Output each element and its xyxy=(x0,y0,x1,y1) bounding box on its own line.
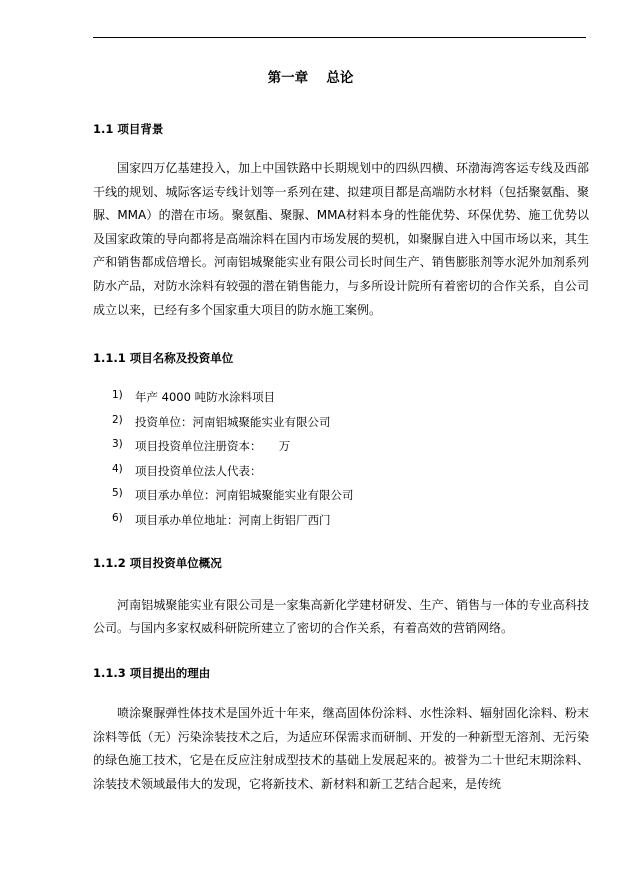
list-number: 2) xyxy=(112,413,123,426)
company-overview-paragraph: 河南铝城聚能实业有限公司是一家集高新化学建材研发、生产、销售与一体的专业高科技公司。与国内多家权威科研院所建立了密切的合作关系，有着高效的营销网络。 xyxy=(93,598,589,635)
section-heading-1-1-1: 1.1.1 项目名称及投资单位 xyxy=(93,351,234,365)
list-number: 4) xyxy=(112,462,123,475)
list-item xyxy=(112,438,354,463)
list-item xyxy=(112,463,354,488)
rationale-paragraph: 喷涂聚脲弹性体技术是国外近十年来，继高固体份涂料、水性涂料、辐射固化涂料、粉末涂料等低（无）污染涂装技术之后，为适应环保需求而研制、开发的一种新型无溶剂、无污染的绿色施工技术，它是在反应注射成型技术的基础上发展起来的。被誉为二十世纪末期涂料、涂装技术领域最伟大的发现，它将新技术、新材料和新工艺结合起来，是传统 xyxy=(93,706,589,791)
list-text: 项目投资单位注册资本： 万 xyxy=(135,439,291,454)
project-info-list xyxy=(112,389,354,537)
background-paragraph: 国家四万亿基建投入，加上中国铁路中长期规划中的四纵四横、环渤海湾客运专线及西部干线的规划、城际客运专线计划等一系列在建、拟建项目都是高端防水材料（包括聚氨酯、聚脲、MMA）的潜在市场。聚氨酯、聚脲、MMA材料本身的性能优势、环保优势、施工优势以及国家政策的导向都将是高端涂料在国内市场发展的契机，如聚脲自进入中国市场以来，其生产和销售都成倍增长。河南铝城聚能实业有限公司长时间生产、销售膨胀剂等水泥外加剂系列防水产品，对防水涂料有较强的潜在销售能力，与多所设计院所有着密切的合作关系，自公司成立以来，已经有多个国家重大项目的防水施工案例。 xyxy=(93,161,589,317)
section-heading-1-1-3: 1.1.3 项目提出的理由 xyxy=(93,666,211,680)
section-heading-1-1-2: 1.1.2 项目投资单位概况 xyxy=(93,556,222,570)
list-number: 6) xyxy=(112,511,123,524)
list-text: 年产 4000 吨防水涂料项目 xyxy=(135,390,276,404)
list-number: 3) xyxy=(112,438,123,451)
list-text: 项目承办单位：河南铝城聚能实业有限公司 xyxy=(135,488,354,503)
list-number: 1) xyxy=(112,389,123,401)
list-text: 项目承办单位地址：河南上街铝厂西门 xyxy=(135,512,331,527)
header-rule xyxy=(93,37,586,38)
chapter-title: 第一章 总论 xyxy=(267,70,354,86)
list-item xyxy=(112,414,354,439)
list-text: 投资单位：河南铝城聚能实业有限公司 xyxy=(135,414,331,429)
list-item xyxy=(112,487,354,512)
list-text: 项目投资单位法人代表： xyxy=(135,463,262,478)
list-number: 5) xyxy=(112,487,123,500)
section-heading-1-1: 1.1 项目背景 xyxy=(93,122,164,136)
list-item xyxy=(112,512,354,537)
list-item xyxy=(112,389,354,414)
